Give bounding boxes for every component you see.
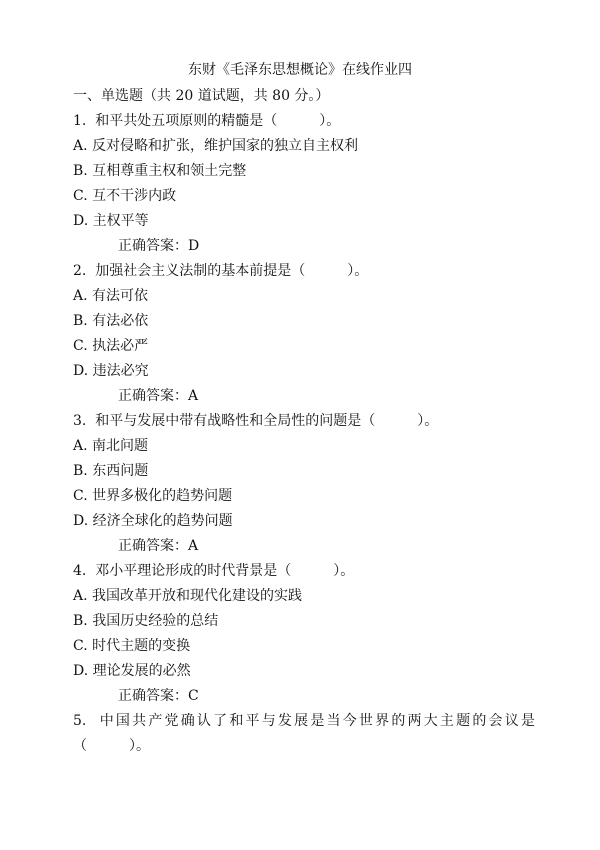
document-title: 东财《毛泽东思想概论》在线作业四 [188, 62, 412, 78]
question-1 [73, 111, 340, 131]
question-text: 和平与发展中带有战略性和全局性的问题是（ ）。 [95, 413, 439, 429]
question-1-option-d: D. 主权平等 [73, 213, 149, 229]
question-2-answer: 正确答案：A [118, 388, 199, 404]
question-4-option-d: D. 理论发展的必然 [73, 663, 191, 679]
question-1-answer: 正确答案：D [118, 238, 200, 254]
question-1-option-a: A. 反对侵略和扩张，维护国家的独立自主权利 [73, 138, 359, 154]
question-3-option-c: C. 世界多极化的趋势问题 [73, 488, 233, 504]
question-4 [73, 561, 354, 581]
question-5 [73, 711, 537, 731]
question-number: 3. [73, 413, 87, 429]
question-4-answer: 正确答案：C [118, 688, 199, 704]
question-text: 邓小平理论形成的时代背景是（ ）。 [95, 563, 355, 579]
question-text: 和平共处五项原则的精髓是（ ）。 [95, 113, 341, 129]
question-3-option-d: D. 经济全球化的趋势问题 [73, 513, 233, 529]
question-1-option-b: B. 互相尊重主权和领土完整 [73, 163, 247, 179]
question-2 [73, 261, 368, 281]
question-3-option-a: A. 南北问题 [73, 438, 149, 454]
question-4-option-a: A. 我国改革开放和现代化建设的实践 [73, 588, 303, 604]
question-number: 1. [73, 113, 87, 129]
question-number: 4. [73, 563, 87, 579]
question-number: 2. [73, 263, 87, 279]
question-4-option-b: B. 我国历史经验的总结 [73, 613, 219, 629]
question-3-option-b: B. 东西问题 [73, 463, 149, 479]
question-1-option-c: C. 互不干涉内政 [73, 188, 177, 204]
section-heading: 一、单选题（共 20 道试题，共 80 分。） [73, 88, 330, 104]
question-2-option-d: D. 违法必究 [73, 363, 149, 379]
question-2-option-c: C. 执法必严 [73, 338, 149, 354]
question-4-option-c: C. 时代主题的变换 [73, 638, 191, 654]
question-3 [73, 411, 438, 431]
question-3-answer: 正确答案：A [118, 538, 199, 554]
question-2-option-a: A. 有法可依 [73, 288, 149, 304]
question-number: 5. [73, 713, 87, 729]
question-text: 加强社会主义法制的基本前提是（ ）。 [95, 263, 369, 279]
question-text: 中国共产党确认了和平与发展是当今世界的两大主题的会议是 [99, 713, 538, 729]
question-5-continuation: （ ）。 [73, 738, 150, 754]
question-2-option-b: B. 有法必依 [73, 313, 149, 329]
